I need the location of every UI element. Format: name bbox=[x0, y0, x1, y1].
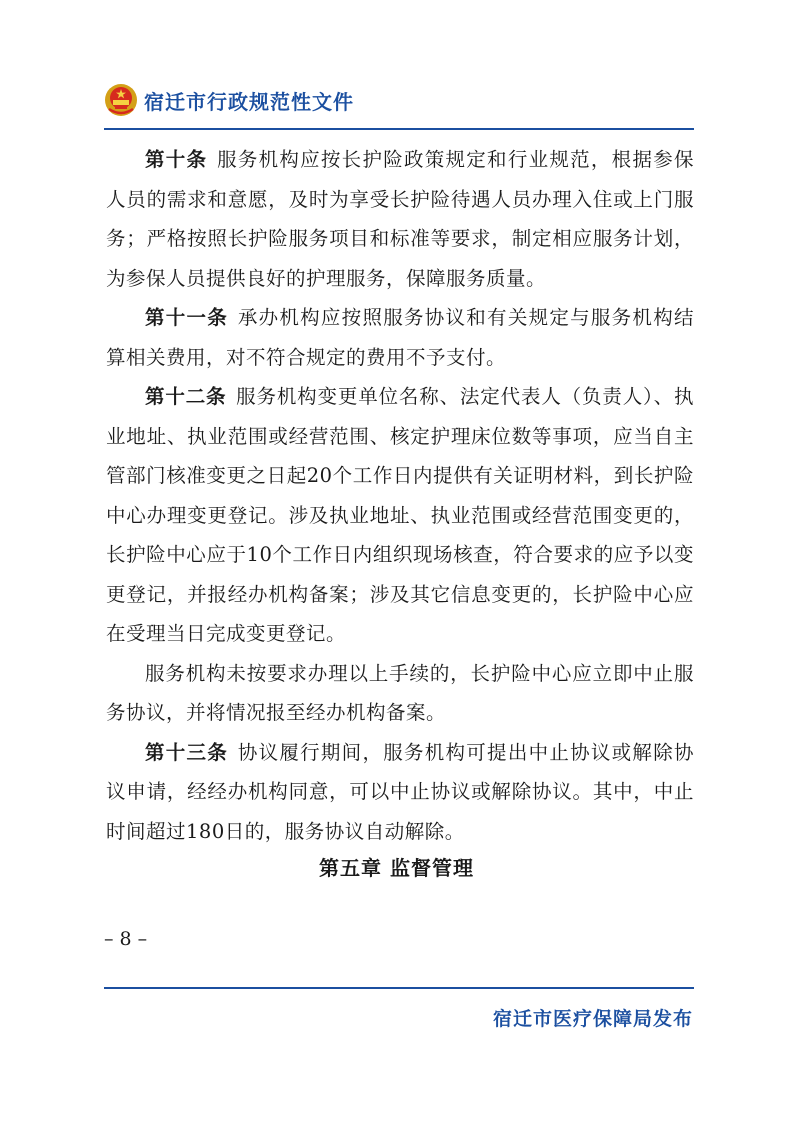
footer-publisher: 宿迁市医疗保障局发布 bbox=[492, 1008, 693, 1030]
article-label: 第十二条 bbox=[145, 385, 227, 408]
article-12-paragraph-2 bbox=[106, 654, 694, 733]
paragraph-text: 服务机构未按要求办理以上手续的，长护险中心应立即中止服务协议，并将情况报至经办机构备案。 bbox=[106, 661, 694, 724]
article-text: 服务机构应按长护险政策规定和行业规范，根据参保人员的需求和意愿，及时为享受长护险待遇人员办理入住或上门服务；严格按照长护险服务项目和标准等要求，制定相应服务计划，为参保人员提供良好的护理服务，保障服务质量。 bbox=[106, 148, 694, 290]
article-text: 承办机构应按照服务协议和有关规定与服务机构结算相关费用，对不符合规定的费用不予支付。 bbox=[106, 306, 694, 369]
article-11 bbox=[106, 298, 694, 377]
article-label: 第十一条 bbox=[145, 306, 229, 329]
document-header bbox=[104, 80, 354, 120]
page-number: – 8 – bbox=[104, 928, 148, 950]
article-13 bbox=[106, 733, 694, 852]
article-12 bbox=[106, 377, 694, 654]
header-title: 宿迁市行政规范性文件 bbox=[144, 89, 354, 114]
article-label: 第十条 bbox=[145, 148, 208, 171]
article-10 bbox=[106, 140, 694, 298]
footer-divider bbox=[104, 987, 694, 989]
document-body bbox=[106, 140, 694, 851]
national-emblem-icon bbox=[104, 83, 138, 117]
article-text: 协议履行期间，服务机构可提出中止协议或解除协议申请，经经办机构同意，可以中止协议或解除协议。其中，中止时间超过180日的，服务协议自动解除。 bbox=[106, 740, 694, 843]
header-divider bbox=[104, 128, 694, 130]
article-text: 服务机构变更单位名称、法定代表人（负责人）、执业地址、执业范围或经营范围、核定护理床位数等事项，应当自主管部门核准变更之日起20个工作日内提供有关证明材料，到长护险中心办理变更登记。涉及执业地址、执业范围或经营范围变更的，长护险中心应于10个工作日内组织现场核查，符合要求的应予以变更登记，并报经办机构备案；涉及其它信息变更的，长护险中心应在受理当日完成变更登记。 bbox=[106, 385, 694, 645]
article-label: 第十三条 bbox=[145, 740, 229, 764]
chapter-heading: 第五章 监督管理 bbox=[319, 856, 474, 880]
